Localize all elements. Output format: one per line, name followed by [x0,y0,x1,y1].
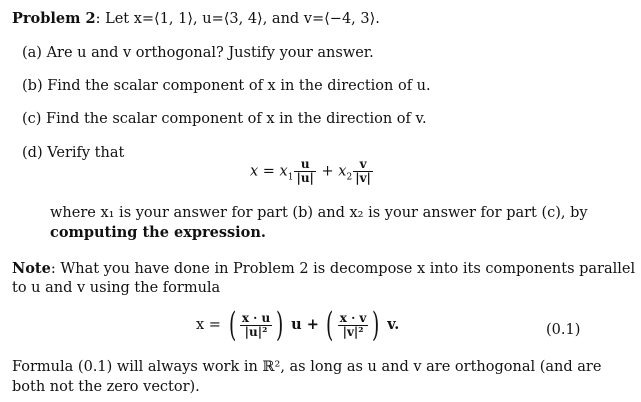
projection-formula [196,305,400,345]
verify-num-u: u [300,157,310,171]
formula-num-1: x · u [241,310,271,325]
verify-den-v: |v| [355,171,371,185]
note-label: Note [12,260,51,277]
verify-plus: + x [321,163,347,180]
where-line1: where x₁ is your answer for part (b) and x₂ is your answer for part (c), by [50,205,588,221]
formula-den-1: |u|² [240,325,272,339]
right-paren-2: ) [372,305,380,345]
closing-line2: both not the zero vector). [12,379,200,395]
part-a-text: Are u and v orthogonal? Justify your answer. [46,45,374,61]
verify-num-v: v [359,157,367,171]
part-c-text: Find the scalar component of x in the direction of v. [46,111,427,127]
formula-den-2: |v|² [338,325,369,339]
note-line2: to u and v using the formula [12,280,221,296]
verify-den-u: |u| [296,171,314,185]
part-a [22,45,374,61]
formula-num-2: x · v [339,310,367,325]
formula-frac-1 [240,312,272,339]
verify-lhs: x = x [250,163,288,180]
left-paren-2: ( [326,305,334,345]
formula-mid: u + [291,316,319,333]
verify-frac-u [294,158,315,185]
problem-heading: Problem 2 [12,10,96,27]
formula-end: v. [387,316,400,333]
note-text: : What you have done in Problem 2 is decompose x into its components parallel [50,261,636,277]
part-c-label: (c) [22,111,42,127]
part-d [22,145,124,161]
part-c [22,111,427,127]
part-b-text: Find the scalar component of x in the direction of u. [47,78,431,94]
right-paren-1: ) [276,305,284,345]
part-d-label: (d) [22,145,43,161]
formula-frac-2 [338,312,369,339]
equation-number: (0.1) [546,322,581,338]
part-b [22,78,431,94]
verify-sub1: 1 [287,172,294,183]
part-d-text: Verify that [47,145,125,161]
problem-statement [12,10,380,27]
problem-intro: : Let x=⟨1, 1⟩, u=⟨3, 4⟩, and v=⟨−4, 3⟩. [95,11,380,27]
closing-line1: Formula (0.1) will always work in ℝ², as long as u and v are orthogonal (and are [12,359,602,375]
verify-equation [250,158,374,185]
verify-frac-v [353,158,373,185]
part-a-label: (a) [22,45,42,61]
note-line1 [12,260,635,277]
part-b-label: (b) [22,78,43,94]
verify-sub2: 2 [346,172,353,183]
formula-lhs: x = [196,317,221,333]
where-line2: computing the expression. [50,224,266,241]
left-paren-1: ( [228,305,236,345]
